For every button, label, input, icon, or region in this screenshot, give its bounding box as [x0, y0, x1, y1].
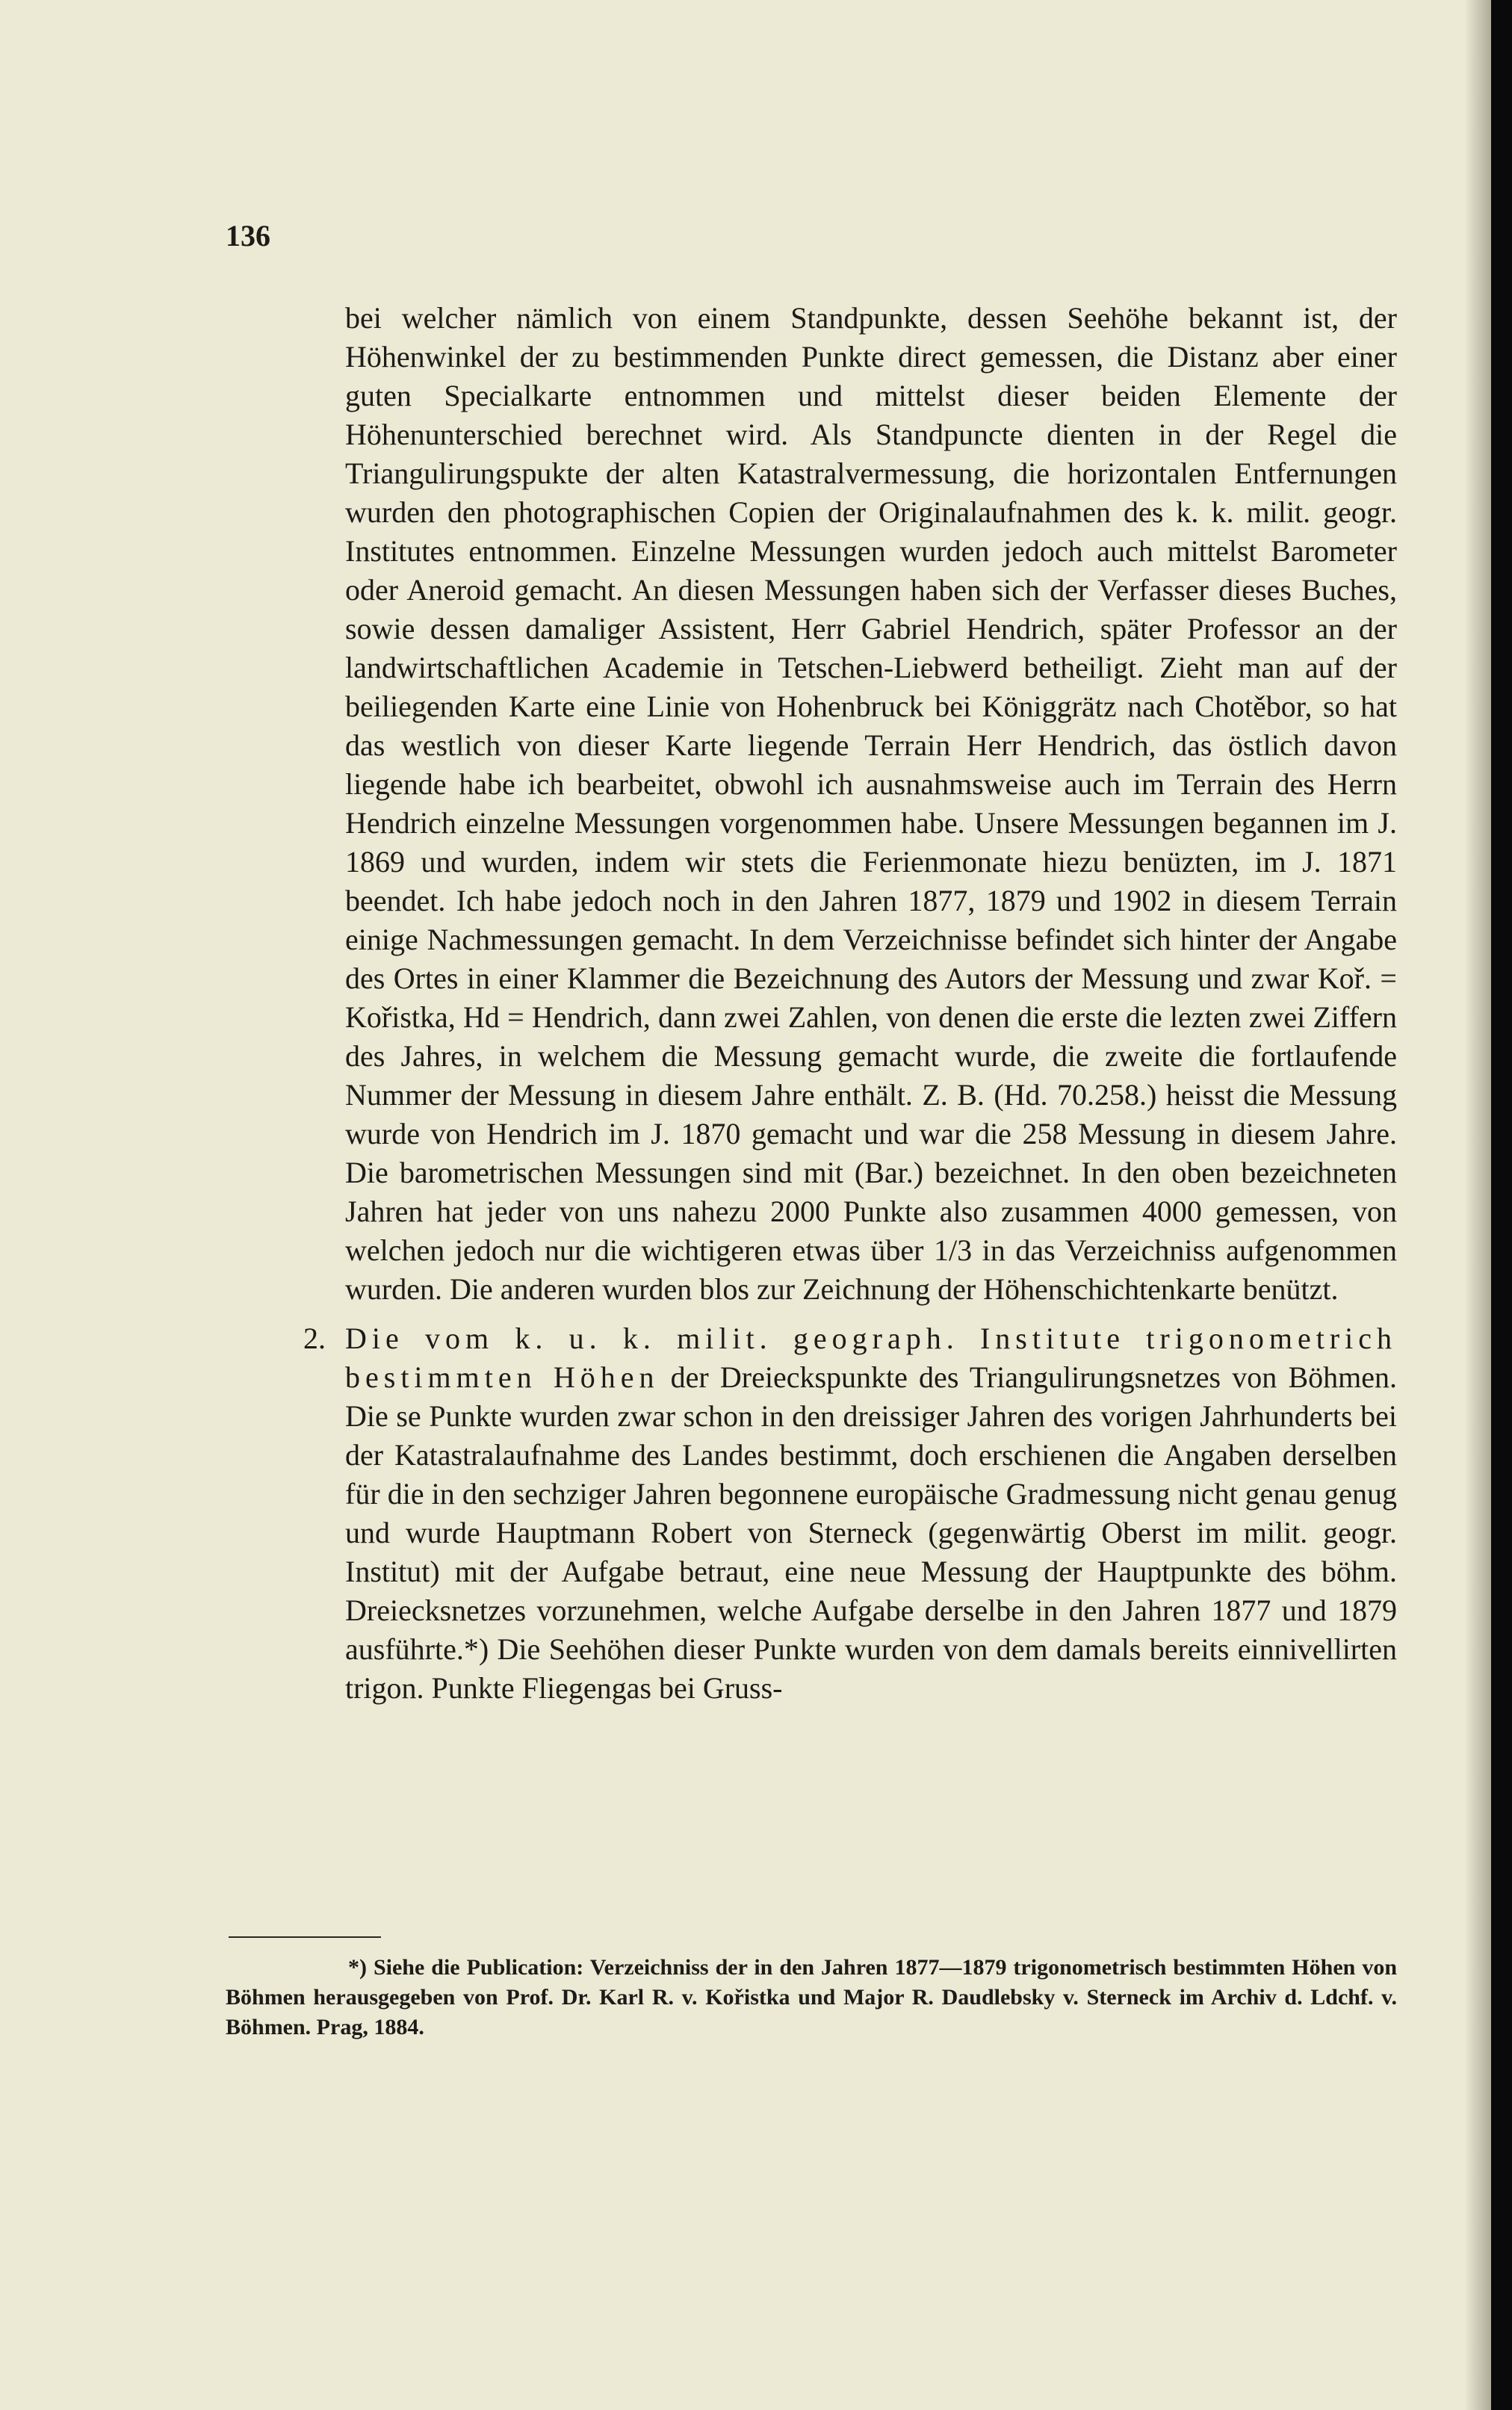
- paragraph-text-end: in das Verzeichniss aufgenommen wurden. Die anderen wurden blos zur Zeichnung der Höhenschichtenkarte benützt.: [345, 1233, 1398, 1306]
- page-number: 136: [226, 219, 270, 253]
- list-item-lead: Die vom k. u. k. milit. geograph. Institute trigonometrich bestimmten Höhen: [345, 1322, 1397, 1394]
- footnote: *) Siehe die Publication: Verzeichniss der in den Jahren 1877—1879 trigonometrisch bestimmten Höhen von Böhmen herausgegeben von Prof. Dr. Karl R. v. Kořistka und Major R. Daudlebsky v. Sterneck im Archiv d. Ldchf. v. Böhmen. Prag, 1884.: [226, 1955, 1397, 2039]
- list-item: [303, 1319, 1397, 1708]
- paragraph-text: bei welcher nämlich von einem Standpunkte, dessen Seehöhe bekannt ist, der Höhenwinkel der zu bestimmenden Punkte direct gemessen, die Distanz aber einer guten Specialkarte entnommen und mittelst dieser beiden Elemente der Höhenunterschied berechnet wird. Als Standpuncte dienten in der Regel die Triangulirungspukte der alten Katastralvermessung, die horizontalen Entfernungen wurden den photographischen Copien der Originalaufnahmen des k. k. milit. geogr. Institutes entnommen. Einzelne Messungen wurden jedoch auch mittelst Barometer oder Aneroid gemacht. An diesen Messungen haben sich der Verfasser dieses Buches, sowie dessen damaliger Assistent, Herr Gabriel Hendrich, später Professor an der landwirtschaftlichen Academie in Tetschen-Liebwerd betheiligt. Zieht man auf der beiliegenden Karte eine Linie von Hohenbruck bei Königgrätz nach Chotěbor, so hat das westlich von dieser Karte liegende Terrain Herr Hendrich, das östlich davon liegende habe ich bearbeitet, obwohl ich ausnahmsweise auch im Terrain des Herrn Hendrich einzelne Messungen vorgenommen habe. Unsere Messungen begannen im J. 1869 und wurden, indem wir stets die Ferienmonate hiezu benüzten, im J. 1871 beendet. Ich habe jedoch noch in den Jahren 1877, 1879 und 1902 in diesem Terrain einige Nachmessungen gemacht. In dem Verzeichnisse befindet sich hinter der Angabe des Ortes in einer Klammer die Bezeichnung des Autors der Messung und zwar Koř. = Kořistka, Hd = Hendrich, dann zwei Zahlen, von denen die erste die lezten zwei Ziffern des Jahres, in welchem die Messung gemacht wurde, die zweite die fortlaufende Nummer der Messung in diesem Jahre enthält. Z. B. (Hd. 70.258.) heisst die Messung wurde von Hendrich im J. 1870 gemacht und war die 258 Messung in diesem Jahre. Die barometrischen Messungen sind mit (Bar.) bezeichnet. In den oben bezeichneten Jahren hat jeder von uns nahezu 2000 Punkte also zusammen 4000 gemessen, von welchen jedoch nur die wichtigeren etwas über: [345, 301, 1397, 1267]
- page-edge-shadow: [1464, 0, 1491, 2410]
- list-item-number: 2.: [303, 1322, 326, 1355]
- paragraph: [345, 299, 1397, 1309]
- list-item-text: der Dreieckspunkte des Triangulirungsnetzes von Böhmen. Die se Punkte wurden zwar schon in den dreissiger Jahren des vorigen Jahrhunderts bei der Katastralaufnahme des Landes bestimmt, doch erschienen die Angaben derselben für die in den sechziger Jahren begonnene europäische Gradmessung nicht genau genug und wurde Hauptmann Robert von Sterneck (gegenwärtig Oberst im milit. geogr. Institut) mit der Aufgabe betraut, eine neue Messung der Hauptpunkte des böhm. Dreiecksnetzes vorzunehmen, welche Aufgabe derselbe in den Jahren 1877 und 1879 ausführte.*) Die Seehöhen dieser Punkte wurden von dem damals bereits einnivellirten trigon. Punkte Fliegengas bei Gruss-: [345, 1360, 1397, 1705]
- footnote-rule: [229, 1936, 381, 1938]
- fraction: 1/3: [933, 1233, 973, 1267]
- scan-edge: [1491, 0, 1512, 2410]
- body-text: [303, 299, 1398, 1708]
